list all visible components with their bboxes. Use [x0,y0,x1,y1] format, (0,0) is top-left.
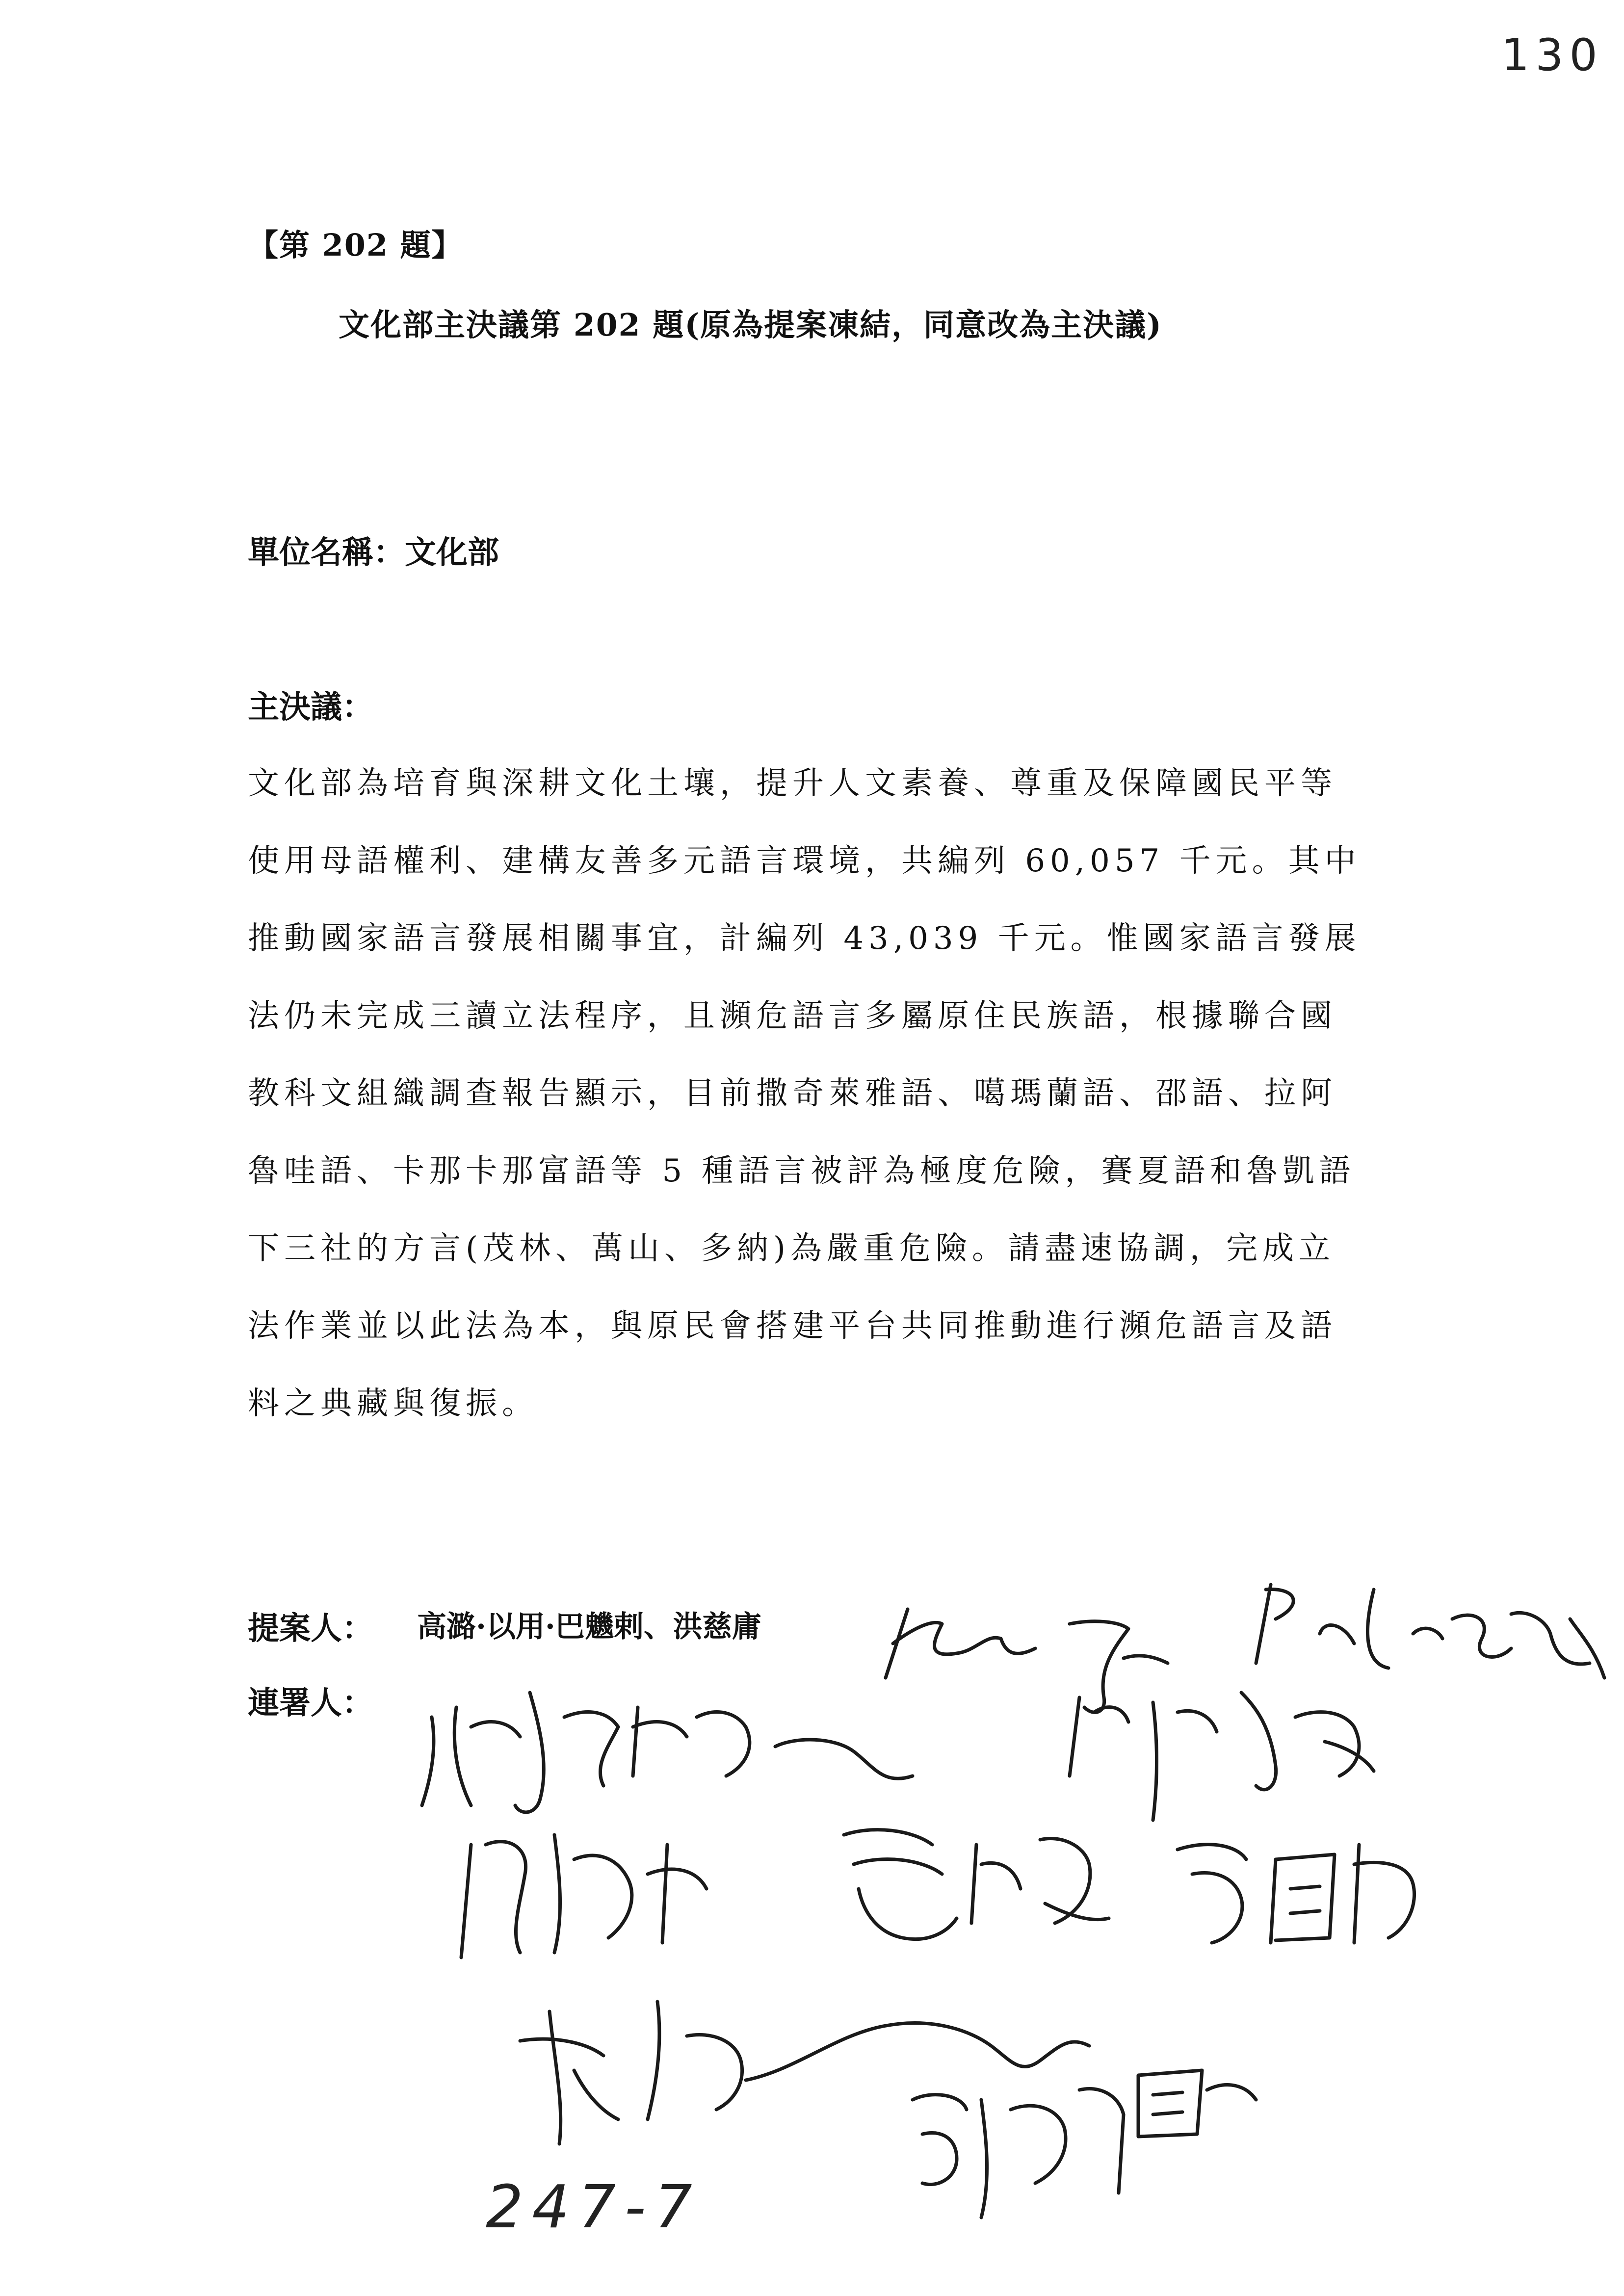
body-line: 下三社的方言(茂林、萬山、多納)為嚴重危險。請盡速協調，完成立 [248,1230,1335,1267]
cosigner-label: 連署人： [248,1685,373,1722]
proposer-label: 提案人： [248,1610,373,1647]
cosigner-signature-6 [520,2002,1089,2144]
body-line: 使用母語權利、建構友善多元語言環境，共編列 60,057 千元。其中 [248,843,1361,879]
cosigner-signature-2 [1070,1693,1374,1820]
proposer-signature-2 [1256,1585,1604,1678]
proposer-names: 高潞·以用·巴魕剌、洪慈庸 [417,1610,761,1644]
body-line: 推動國家語言發展相關事宜，計編列 43,039 千元。惟國家語言發展 [248,920,1361,957]
handwritten-note: 247-7 [486,2173,701,2242]
cosigner-signature-1 [422,1693,913,1812]
question-tag: 【第 202 題】 [248,227,463,263]
handwritten-page-number: 130 [1501,29,1603,81]
body-line: 魯哇語、卡那卡那富語等 5 種語言被評為極度危險，賽夏語和魯凱語 [248,1153,1356,1189]
cosigner-signature-5 [1178,1845,1414,1943]
cosigner-signature-4 [844,1830,1109,1939]
cosigner-signature-7 [913,2070,1256,2218]
body-line: 法仍未完成三讀立法程序，且瀕危語言多屬原住民族語，根據聯合國 [248,998,1337,1034]
proposer-signature-1 [886,1609,1168,1712]
resolution-label: 主決議： [248,689,373,726]
unit-value: 文化部 [405,534,499,571]
body-line: 法作業並以此法為本，與原民會搭建平台共同推動進行瀕危語言及語 [248,1308,1337,1344]
cosigner-signature-3 [461,1835,707,1957]
unit-label: 單位名稱： [248,534,405,571]
body-line: 文化部為培育與深耕文化土壤，提升人文素養、尊重及保障國民平等 [248,765,1337,802]
body-line: 料之典藏與復振。 [248,1385,538,1422]
page-title: 文化部主決議第 202 題(原為提案凍結，同意改為主決議) [339,307,1162,343]
body-line: 教科文組織調查報告顯示，目前撒奇萊雅語、噶瑪蘭語、邵語、拉阿 [248,1075,1337,1112]
